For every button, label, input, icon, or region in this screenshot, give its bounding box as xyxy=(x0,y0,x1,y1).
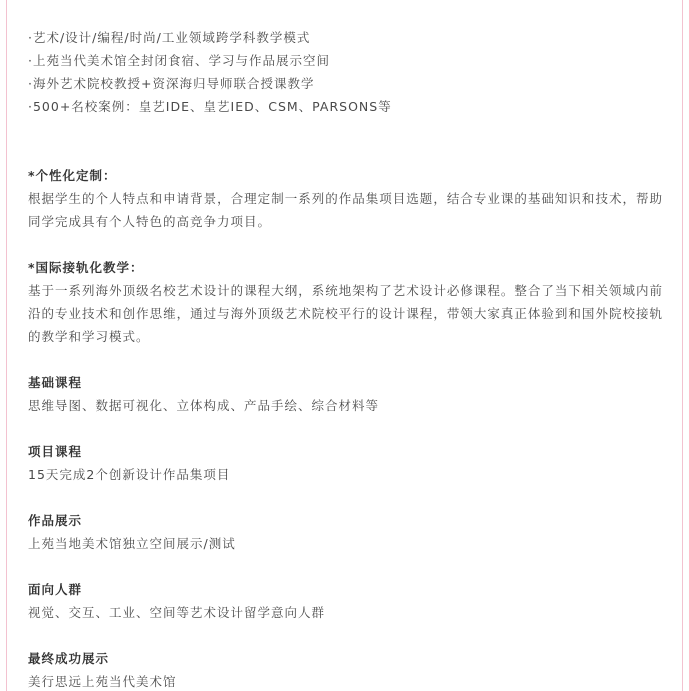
exhibition-title: 作品展示 xyxy=(28,513,83,528)
final-show-section xyxy=(28,647,663,691)
basic-course-section xyxy=(28,371,663,417)
project-course-title: 项目课程 xyxy=(28,444,83,459)
international-title: *国际接轨化教学： xyxy=(28,260,144,275)
project-course-body: 15天完成2个创新设计作品集项目 xyxy=(28,467,231,482)
feature-item: ·海外艺术院校教授+资深海归导师联合授课教学 xyxy=(28,76,315,91)
exhibition-section xyxy=(28,509,663,555)
international-body: 基于一系列海外顶级名校艺术设计的课程大纲，系统地架构了艺术设计必修课程。整合了当下相关领域内前沿的专业技术和创作思维，通过与海外顶级艺术院校平行的设计课程，带领大家真正体验到和国外院校接轨的教学和学习模式。 xyxy=(28,283,663,344)
feature-list xyxy=(28,26,663,118)
personalized-title: *个性化定制： xyxy=(28,168,117,183)
exhibition-body: 上苑当地美术馆独立空间展示/测试 xyxy=(28,536,236,551)
personalized-body: 根据学生的个人特点和申请背景，合理定制一系列的作品集项目选题，结合专业课的基础知识和技术，帮助同学完成具有个人特色的高竞争力项目。 xyxy=(28,191,663,229)
audience-body: 视觉、交互、工业、空间等艺术设计留学意向人群 xyxy=(28,605,326,620)
audience-title: 面向人群 xyxy=(28,582,83,597)
international-section xyxy=(28,256,663,348)
audience-section xyxy=(28,578,663,624)
article-content xyxy=(28,26,663,691)
final-show-title: 最终成功展示 xyxy=(28,651,110,666)
basic-course-title: 基础课程 xyxy=(28,375,83,390)
personalized-section xyxy=(28,164,663,233)
project-course-section xyxy=(28,440,663,486)
feature-item: ·艺术/设计/编程/时尚/工业领域跨学科教学模式 xyxy=(28,30,311,45)
final-show-body: 美行思远上苑当代美术馆 xyxy=(28,674,177,689)
feature-item: ·500+名校案例：皇艺IDE、皇艺IED、CSM、PARSONS等 xyxy=(28,99,392,114)
basic-course-body: 思维导图、数据可视化、立体构成、产品手绘、综合材料等 xyxy=(28,398,380,413)
feature-item: ·上苑当代美术馆全封闭食宿、学习与作品展示空间 xyxy=(28,53,330,68)
